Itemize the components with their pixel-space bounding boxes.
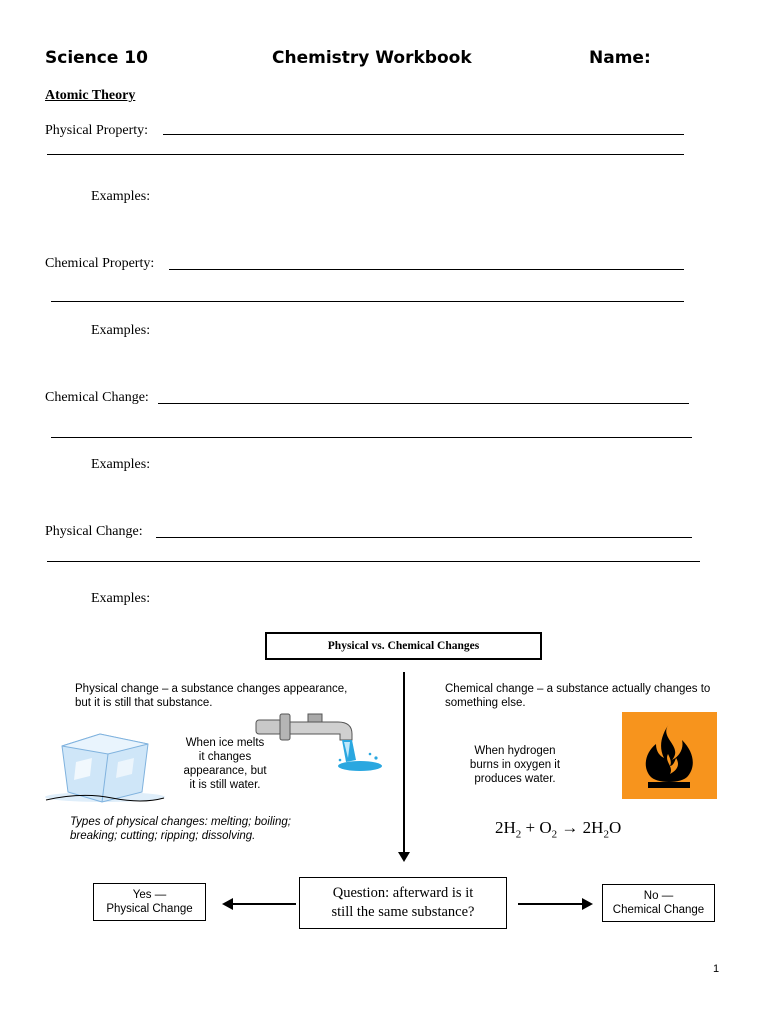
physical-def-line: Physical change – a substance changes appearance, [75, 683, 348, 695]
equation-arrow: → [557, 818, 583, 837]
diagram-title: Physical vs. Chemical Changes [327, 640, 480, 652]
question-box [299, 877, 507, 929]
physical-change-line-2[interactable] [47, 561, 700, 562]
no-box-line: Chemical Change [612, 904, 705, 916]
section-title: Atomic Theory [45, 88, 136, 103]
ice-cube-icon [42, 718, 168, 804]
physical-change-types [70, 815, 291, 843]
physical-property-label: Physical Property: [45, 123, 149, 138]
ice-caption-line: it is still water. [189, 779, 261, 791]
hydrogen-caption-line: When hydrogen [474, 745, 556, 757]
no-chemical-change-box [602, 884, 715, 922]
yes-box-line: Physical Change [106, 903, 193, 915]
equation-subscript: 2 [603, 828, 609, 841]
chemical-change-definition [445, 682, 710, 710]
faucet-icon [252, 712, 392, 778]
question-line: Question: afterward is it [332, 885, 474, 901]
chemical-change-label: Chemical Change: [45, 390, 149, 405]
flammable-hazard-icon [622, 712, 717, 799]
physical-property-line-2[interactable] [47, 154, 684, 155]
chemical-property-line-1[interactable] [169, 269, 684, 270]
physical-types-line: Types of physical changes: melting; boiling; [70, 816, 291, 828]
equation-part: 2H [495, 818, 516, 837]
chemical-change-line-2[interactable] [51, 437, 692, 438]
hydrogen-caption-line: burns in oxygen it [469, 759, 561, 771]
left-flow-arrow [222, 898, 296, 910]
physical-change-definition [75, 682, 347, 710]
physical-change-label: Physical Change: [45, 524, 143, 539]
chemical-property-line-2[interactable] [51, 301, 684, 302]
ice-caption-line: When ice melts [185, 737, 265, 749]
chemical-property-examples-label: Examples: [91, 323, 151, 338]
equation-subscript: 2 [551, 828, 558, 841]
equation-subscript: 2 [515, 828, 522, 841]
right-flow-arrow [518, 898, 593, 910]
chemical-property-label: Chemical Property: [45, 256, 155, 271]
question-line: still the same substance? [331, 904, 475, 920]
page-number: 1 [713, 963, 720, 975]
physical-change-examples-label: Examples: [91, 591, 151, 606]
workbook-title: Chemistry Workbook [272, 48, 472, 68]
ice-caption-line: it changes [198, 751, 252, 763]
chemical-change-line-1[interactable] [158, 403, 689, 404]
chemical-def-line: something else. [445, 697, 526, 709]
water-equation [495, 818, 621, 840]
equation-part: O [608, 818, 622, 837]
ice-caption-line: appearance, but [183, 765, 267, 777]
physical-types-line: breaking; cutting; ripping; dissolving. [70, 830, 256, 842]
name-label: Name: [589, 48, 651, 68]
chemical-change-examples-label: Examples: [91, 457, 151, 472]
equation-part: + O [521, 818, 552, 837]
course-title: Science 10 [45, 48, 148, 68]
yes-box-line: Yes — [132, 889, 167, 901]
diagram-title-box [265, 632, 542, 660]
physical-property-examples-label: Examples: [91, 189, 151, 204]
physical-change-line-1[interactable] [156, 537, 692, 538]
equation-part: 2H [582, 818, 604, 837]
vertical-flow-arrow [398, 672, 410, 862]
chemical-def-line: Chemical change – a substance actually changes to [445, 683, 711, 695]
physical-property-line-1[interactable] [163, 134, 684, 135]
yes-physical-change-box [93, 883, 206, 921]
hydrogen-caption-line: produces water. [474, 773, 556, 785]
physical-def-line: but it is still that substance. [75, 697, 213, 709]
no-box-line: No — [643, 890, 674, 902]
hydrogen-caption [460, 744, 570, 786]
